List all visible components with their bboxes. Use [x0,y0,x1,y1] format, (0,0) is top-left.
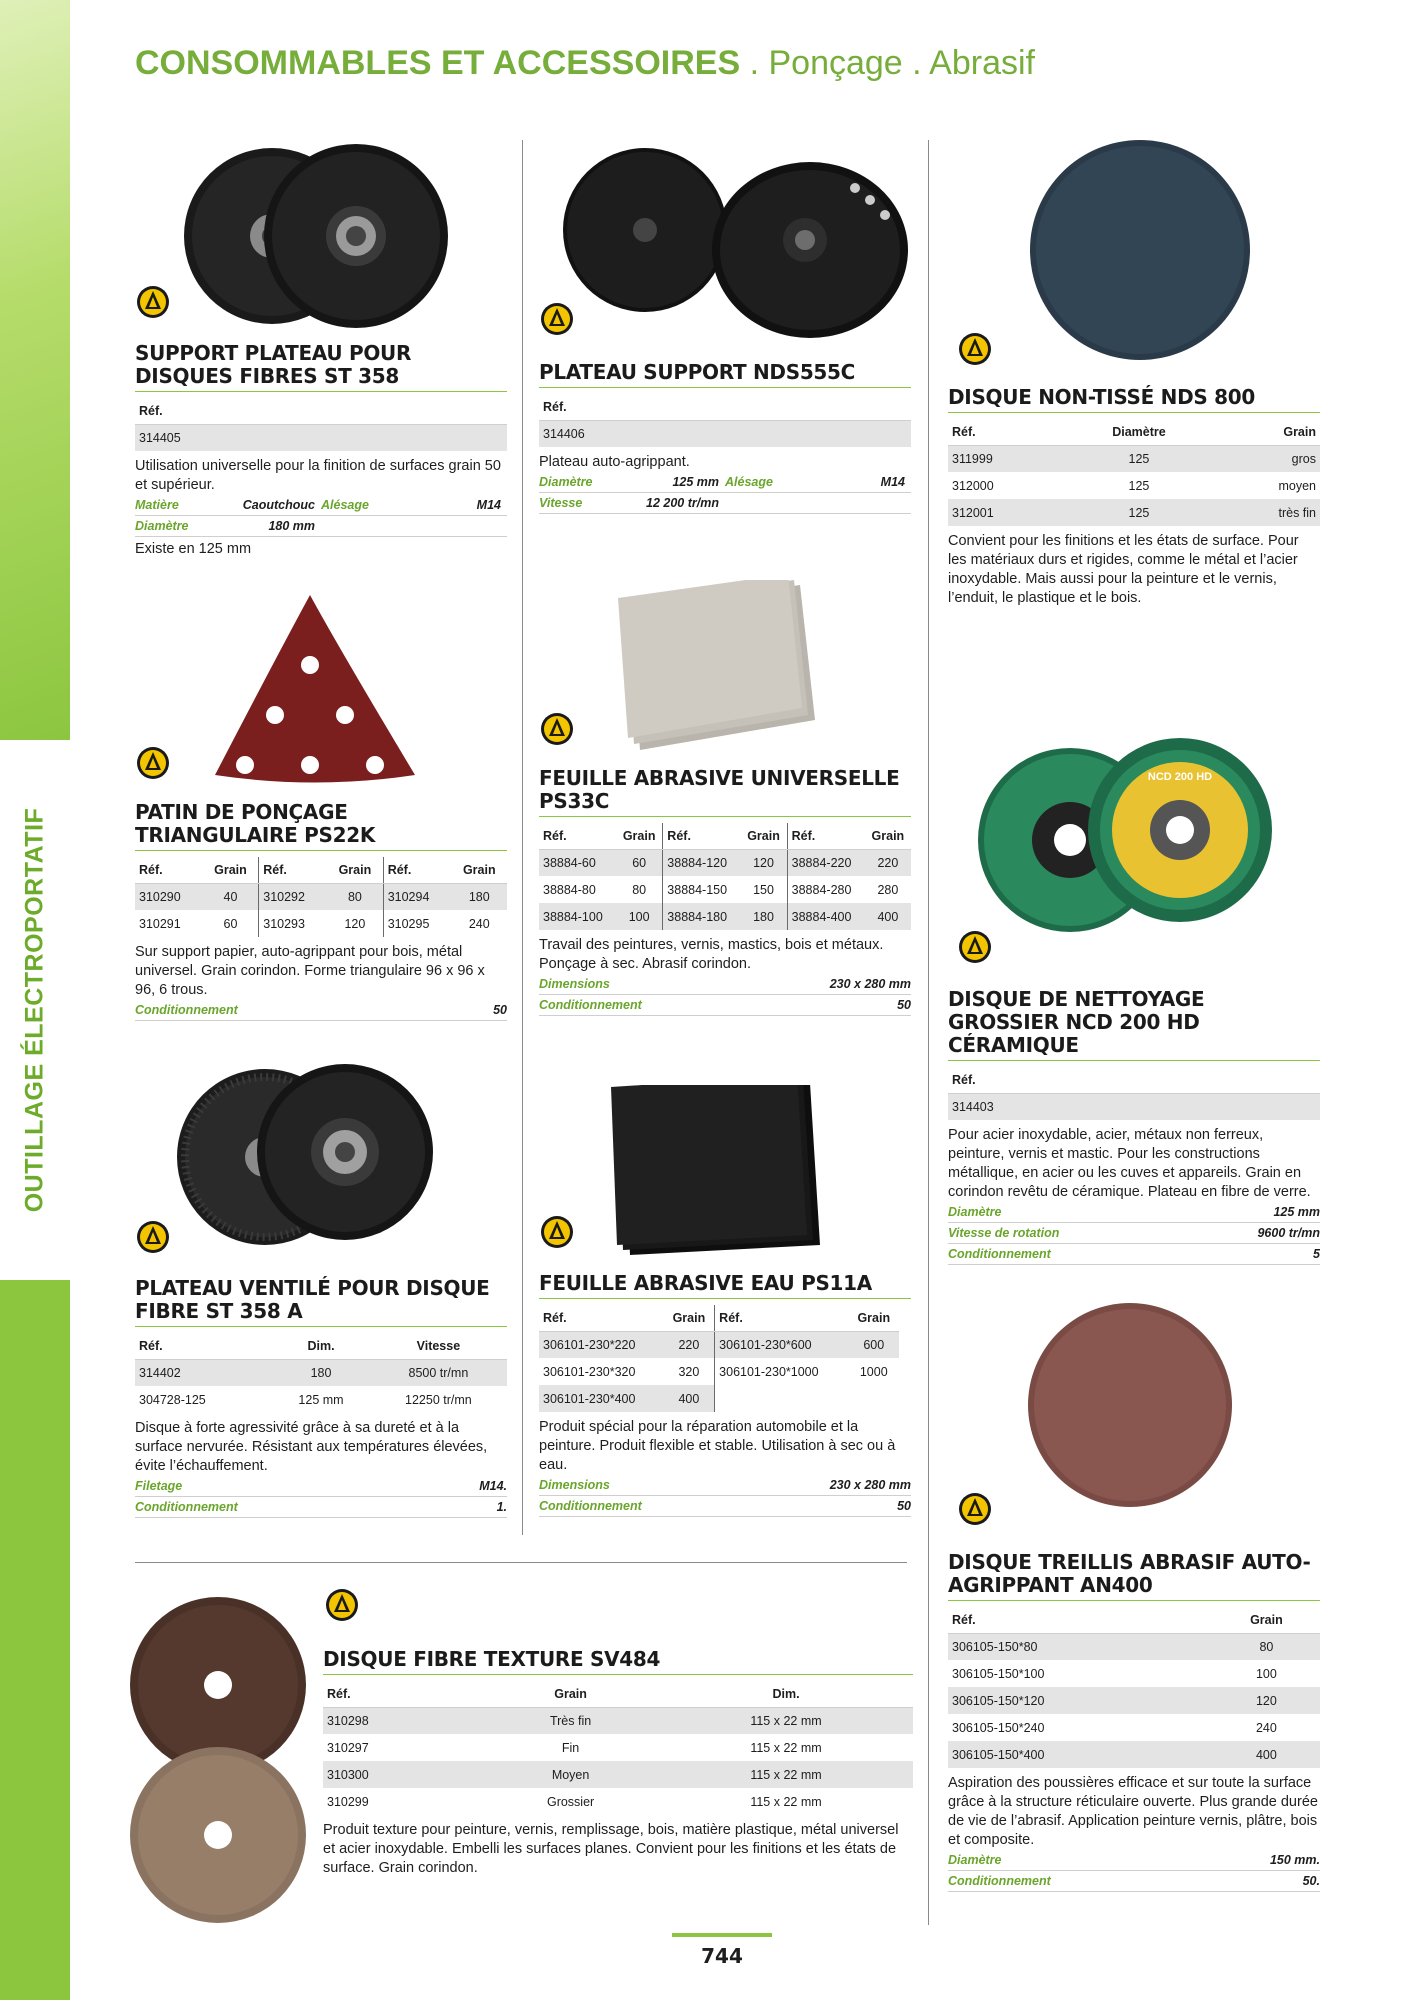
spec-key: Alésage [321,498,369,512]
cell: 400 [865,903,911,930]
column-header: Réf. [539,823,616,849]
table-row [539,876,911,903]
spec-row [135,1497,507,1518]
spec-row [948,1871,1320,1892]
spec-row [539,974,911,995]
product-title: DISQUE TREILLIS ABRASIF AUTO-AGRIPPANT AN400 [948,1551,1320,1601]
cell: 120 [1213,1687,1320,1714]
table-row [948,1687,1320,1714]
product-description: Utilisation universelle pour la finition de surfaces grain 50 et supérieur. [135,458,501,493]
spec-key: Dimensions [539,977,610,991]
product-title: SUPPORT PLATEAU POUR DISQUES FIBRES ST 358 [135,342,507,392]
spec-row [539,1496,911,1517]
spec-key: Conditionnement [539,998,642,1012]
column-header: Grain [849,1305,899,1331]
product-support-plateau-st358 [135,342,507,559]
spec-key: Conditionnement [948,1247,1051,1261]
product-title: DISQUE NON-TISSÉ NDS 800 [948,386,1320,413]
spec-value: 12 200 tr/mn [646,496,719,510]
product-table [323,1681,913,1815]
cell: Moyen [482,1761,659,1788]
cell: 12250 tr/mn [405,1392,472,1407]
spec-value: M14. [479,1479,507,1493]
cell: 310300 [323,1761,482,1788]
product-title: FEUILLE ABRASIVE UNIVERSELLE PS33C [539,767,911,817]
product-description: Travail des peintures, vernis, mastics, bois et métaux. Ponçage à sec. Abrasif corindon. [539,937,884,972]
cell: 115 x 22 mm [750,1794,822,1809]
spec-value: 180 mm [268,519,315,533]
cell: très fin [1212,499,1320,526]
backing-pad-image [170,136,450,336]
table-row [323,1788,913,1815]
cell: 60 [616,849,663,876]
spec-value: 50 [897,1499,911,1513]
spec-value: 125 mm [1273,1205,1320,1219]
cell: Très fin [482,1707,659,1734]
spec-value: 125 mm [672,475,719,489]
hook-loop-pad-image [555,140,915,340]
product-ps22k [135,801,507,1021]
column-divider-left [522,140,523,1535]
cell: 304728-125 [139,1392,206,1407]
fibre-texture-disc-image [118,1595,318,1925]
cell: 38884-100 [539,903,616,930]
column-header: Réf. [135,1333,272,1359]
cell: 120 [740,849,787,876]
column-header: Réf. [383,857,451,883]
product-nds800 [948,386,1320,608]
column-divider-right [928,140,929,1925]
cell: 40 [203,883,259,910]
product-note: Existe en 125 mm [135,541,252,557]
cell [715,1385,849,1412]
table-row [948,1714,1320,1741]
cell: 125 mm [298,1392,344,1407]
cell: 306101-230*320 [543,1364,636,1379]
cleaning-disc-image [975,735,1275,945]
page-title [135,44,1035,83]
cell: 38884-400 [787,903,865,930]
cell: 80 [632,882,647,897]
spec-key: Alésage [725,475,773,489]
ventilated-pad-image [175,1052,435,1252]
cell: 240 [468,916,490,931]
product-table [948,1607,1320,1768]
cell: 306105-150*400 [948,1741,1213,1768]
cell: 306105-150*120 [948,1687,1213,1714]
cell: 180 [740,903,787,930]
cell: 306105-150*100 [952,1666,1045,1681]
column-header: Réf. [663,823,741,849]
table-row [135,883,507,910]
non-woven-disc-image [1025,135,1255,365]
cell: 310290 [135,883,203,910]
spec-row [539,1475,911,1496]
column-header: Grain [482,1681,659,1707]
cell: 240 [1255,1720,1277,1735]
klingspor-logo-icon [540,302,574,336]
spec-value: M14 [880,475,905,489]
cell: Fin [561,1740,580,1755]
reference-cell: 314405 [135,424,507,451]
cell: 400 [1213,1741,1320,1768]
sidebar [0,0,70,2000]
spec-key: Dimensions [539,1478,610,1492]
column-header: Grain [616,823,663,849]
spec-key: Conditionnement [948,1874,1051,1888]
cell: 115 x 22 mm [750,1740,822,1755]
spec-value: 230 x 280 mm [829,1478,911,1492]
spec-value: 50. [1302,1874,1320,1888]
product-table [948,1067,1320,1120]
cell: 180 [272,1359,370,1386]
table-row [539,849,911,876]
product-title: PLATEAU SUPPORT NDS555C [539,361,911,388]
product-title: PLATEAU VENTILÉ POUR DISQUE FIBRE ST 358 A [135,1277,507,1327]
spec-value: 1. [496,1500,507,1514]
product-table [539,823,911,930]
spec-row [135,495,507,516]
klingspor-logo-icon [540,712,574,746]
klingspor-logo-icon [136,285,170,319]
cell: 306105-150*240 [952,1720,1045,1735]
product-title: PATIN DE PONÇAGE TRIANGULAIRE PS22K [135,801,507,851]
column-header: Grain [1213,1607,1320,1633]
table-row [135,1386,507,1413]
product-table [539,1305,899,1412]
cell: 125 [1066,499,1212,526]
product-description: Produit texture pour peinture, vernis, remplissage, bois, matière plastique, métal universel et acier inoxydable. Embelli les surfaces planes. Convient pour les finitions et les états de surface. Grain corindon. [323,1822,899,1876]
spec-key: Matière [135,498,179,512]
mesh-abrasive-disc-image [1025,1300,1235,1510]
table-row [539,1331,899,1358]
column-header: Réf. [948,1607,1213,1633]
klingspor-logo-icon [136,746,170,780]
column-header: Réf. [259,857,327,883]
column-header: Grain [740,823,787,849]
cell: 310299 [327,1794,369,1809]
cell: 311999 [948,445,1066,472]
table-row [135,910,507,937]
column-header: Grain [664,1305,715,1331]
spec-key: Conditionnement [539,1499,642,1513]
spec-key: Vitesse de rotation [948,1226,1060,1240]
table-row [948,1633,1320,1660]
spec-row [135,1000,507,1021]
cell [849,1385,899,1412]
column-header: Réf. [715,1305,849,1331]
product-description: Convient pour les finitions et les états de surface. Pour les matériaux durs et rigides, comme le métal et l’acier inoxydable. Mais aussi pour la peinture et le vernis, l’enduit, le plastique et le bois. [948,533,1299,606]
cell: 60 [223,916,238,931]
spec-row [948,1850,1320,1871]
column-header: Réf. [539,394,911,420]
cell: 320 [678,1364,700,1379]
spec-value: Caoutchouc [242,498,315,512]
page-title-main: CONSOMMABLES ET ACCESSOIRES [135,44,741,82]
product-st358a [135,1277,507,1518]
column-header: Grain [327,857,383,883]
spec-key: Diamètre [135,519,189,533]
cell: 38884-220 [787,849,865,876]
cell: 310292 [259,883,327,910]
product-ps33c [539,767,911,1016]
table-row [323,1707,913,1734]
table-row [539,1358,899,1385]
product-description: Produit spécial pour la réparation automobile et la peinture. Produit flexible et stable. Utilisation à sec ou à eau. [539,1419,896,1473]
column-header: Grain [203,857,259,883]
table-row [948,1741,1320,1768]
cell: 400 [664,1385,715,1412]
cell: 38884-120 [663,849,741,876]
page-number-rule [672,1933,772,1937]
klingspor-logo-icon [958,930,992,964]
column-header: Diamètre [1066,419,1212,445]
spec-key: Filetage [135,1479,183,1493]
triangular-sanding-pad-image [205,590,425,790]
table-row [948,499,1320,526]
wet-abrasive-sheets-image [605,1085,825,1265]
product-table [135,1333,507,1413]
page-number: 744 [701,1944,743,1968]
table-row [948,1660,1320,1687]
cell: 38884-80 [543,882,596,897]
product-description: Disque à forte agressivité grâce à sa dureté et à la surface nervurée. Résistant aux températures élevées, évite l’échauffement. [135,1420,488,1474]
cell: 306101-230*1000 [715,1358,849,1385]
column-header: Réf. [135,857,203,883]
disc-label: NCD 200 HD [1147,771,1213,783]
cell: Grossier [546,1794,595,1809]
table-row [323,1734,913,1761]
product-description: Pour acier inoxydable, acier, métaux non ferreux, peinture, vernis et mastic. Pour les constructions métallique, en acier ou les cuves et appareils. Grain en corindon revêtu de céramique. Plateau en fibre de verre. [948,1127,1311,1200]
product-ps11a [539,1272,911,1517]
cell: 314402 [135,1359,272,1386]
cell: 310293 [259,910,327,937]
spec-value: 230 x 280 mm [829,977,911,991]
cell: 38884-280 [787,876,865,903]
spec-key: Vitesse [539,496,583,510]
spec-value: 5 [1313,1247,1320,1261]
sidebar-decoration [0,0,70,740]
table-row [539,903,911,930]
cell: 312001 [948,499,1066,526]
klingspor-logo-icon [958,1492,992,1526]
table-row [948,1093,1320,1120]
column-header: Réf. [948,1067,1320,1093]
spec-row [948,1223,1320,1244]
cell: 8500 tr/mn [370,1359,507,1386]
cell: 120 [344,916,366,931]
column-header: Réf. [135,398,507,424]
spec-key: Conditionnement [135,1003,238,1017]
cell: 306101-230*220 [539,1331,664,1358]
product-an400 [948,1551,1320,1892]
spec-value: 50 [493,1003,507,1017]
column-header: Dim. [659,1681,913,1707]
spec-row [539,493,911,514]
product-table [135,398,507,451]
cell: 100 [1255,1666,1277,1681]
page-title-sub: . Ponçage . Abrasif [740,44,1035,82]
spec-value: 150 mm. [1269,1853,1320,1867]
cell: gros [1212,445,1320,472]
product-sv484 [323,1648,913,1878]
sidebar-section-label: OUTILLAGE ÉLECTROPORTATIF [20,807,49,1213]
product-title: DISQUE DE NETTOYAGE GROSSIER NCD 200 HD CÉRAMIQUE [948,988,1320,1061]
table-row [948,472,1320,499]
product-description: Plateau auto-agrippant. [539,454,690,470]
column-header: Grain [1212,419,1320,445]
cell: 310294 [383,883,451,910]
column-header: Réf. [948,419,1066,445]
cell: 38884-60 [539,849,616,876]
cell: 115 x 22 mm [659,1761,913,1788]
cell: 180 [452,883,507,910]
cell: 125 [1066,445,1212,472]
product-title: DISQUE FIBRE TEXTURE SV484 [323,1648,913,1675]
spec-key: Conditionnement [135,1500,238,1514]
klingspor-logo-icon [325,1588,359,1622]
cell: 310297 [327,1740,369,1755]
spec-key: Diamètre [539,475,593,489]
column-header: Grain [865,823,911,849]
cell: 1000 [859,1364,888,1379]
cell: 312000 [952,478,994,493]
table-row [948,445,1320,472]
reference-cell: 314406 [539,420,911,447]
column-header: Réf. [787,823,865,849]
cell: 600 [849,1331,899,1358]
column-header: Vitesse [370,1333,507,1359]
cell: 306101-230*600 [715,1331,849,1358]
abrasive-sheets-image [610,580,820,760]
product-description: Aspiration des poussières efficace et sur toute la surface grâce à la structure réticulaire ouverte. Plus grande durée de vie de l’abrasif. Application peinture vernis, plâtre, bois et composite. [948,1775,1318,1848]
spec-value: M14 [476,498,501,512]
product-table [539,394,911,447]
cell: 150 [753,882,774,897]
cell: 38884-150 [663,876,741,903]
product-ncd200 [948,988,1320,1265]
table-row [135,1359,507,1386]
product-plateau-nds555c [539,361,911,514]
section-divider [135,1562,907,1563]
column-header: Réf. [323,1681,482,1707]
spec-row [948,1244,1320,1265]
table-row [135,424,507,451]
table-row [323,1761,913,1788]
cell: moyen [1278,478,1316,493]
spec-row [948,1202,1320,1223]
cell: 80 [1213,1633,1320,1660]
table-row [539,1385,899,1412]
spec-key: Diamètre [948,1853,1002,1867]
spec-row [539,472,911,493]
cell: 125 [1128,478,1150,493]
cell: 280 [877,882,899,897]
cell: 306105-150*80 [948,1633,1213,1660]
cell: 80 [327,883,383,910]
column-header: Dim. [272,1333,370,1359]
cell: 306101-230*400 [539,1385,664,1412]
klingspor-logo-icon [136,1220,170,1254]
spec-row [135,1476,507,1497]
klingspor-logo-icon [540,1215,574,1249]
cell: 310295 [383,910,451,937]
reference-cell: 314403 [948,1093,1320,1120]
product-description: Sur support papier, auto-agrippant pour bois, métal universel. Grain corindon. Forme triangulaire 96 x 96 x 96, 6 trous. [135,944,485,998]
table-row [539,420,911,447]
product-title: FEUILLE ABRASIVE EAU PS11A [539,1272,911,1299]
cell: 38884-180 [663,903,741,930]
spec-row [539,995,911,1016]
spec-key: Diamètre [948,1205,1002,1219]
spec-value: 9600 tr/mn [1257,1226,1320,1240]
cell: 310291 [139,916,181,931]
cell: 115 x 22 mm [659,1707,913,1734]
column-header: Réf. [539,1305,664,1331]
klingspor-logo-icon [958,332,992,366]
spec-value: 50 [897,998,911,1012]
product-table [135,857,507,937]
cell: 220 [664,1331,715,1358]
cell: 220 [865,849,911,876]
spec-row [135,516,507,537]
cell: 100 [616,903,663,930]
cell: 310298 [323,1707,482,1734]
column-header: Grain [452,857,507,883]
product-table [948,419,1320,526]
